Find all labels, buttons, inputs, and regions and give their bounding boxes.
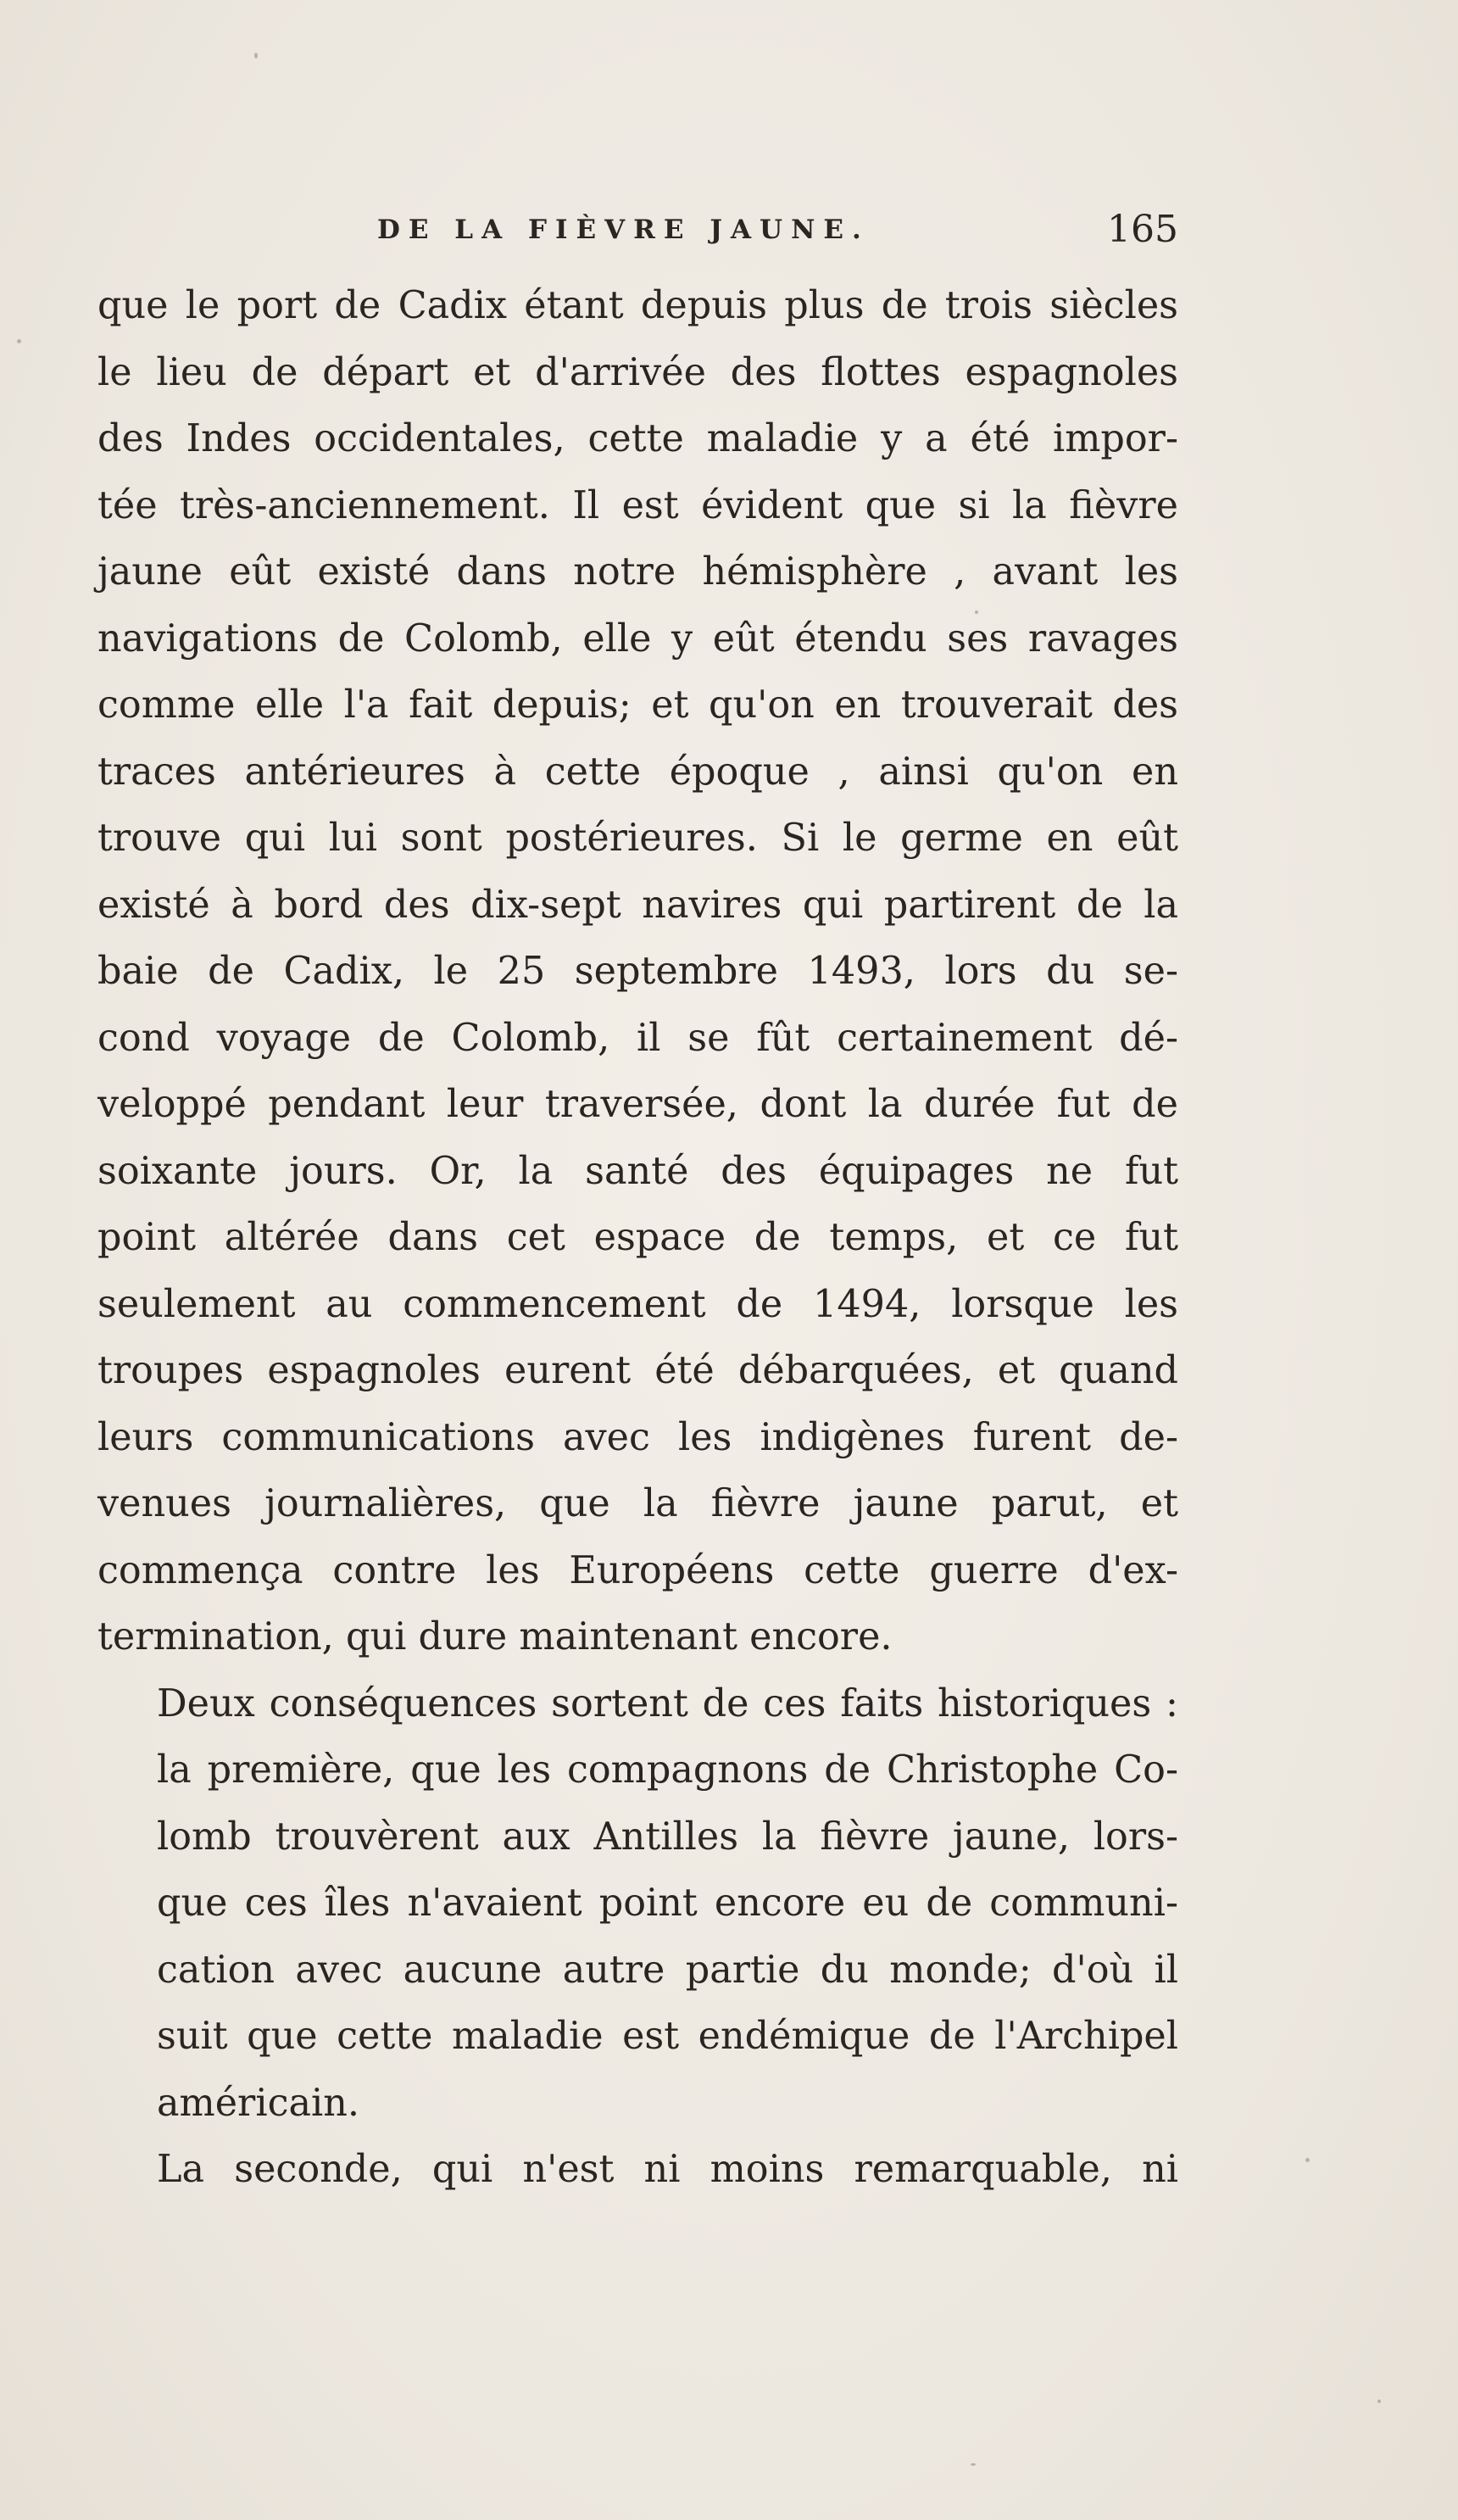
text-line: comme elle l'a fait depuis; et qu'on en trouverait des [97,683,1178,727]
paper-speck [17,339,21,343]
text-line: cond voyage de Colomb, il se fût certainement dé- [97,1016,1178,1060]
text-line: troupes espagnoles eurent été débarquées, et quand [97,1349,1178,1392]
paragraph-2 [97,1671,1178,2138]
text-line: seulement au commencement de 1494, lorsque les [97,1282,1178,1326]
paper-speck [975,610,978,614]
text-line: commença contre les Européens cette guerre d'ex- [97,1548,1178,1592]
text-line: le lieu de départ et d'arrivée des flottes espagnoles [97,350,1178,394]
paper-speck [971,2463,976,2466]
text-line: américain. [157,2081,360,2125]
text-line: suit que cette maladie est endémique de l'Archipel [157,2015,1178,2058]
text-line: que le port de Cadix étant depuis plus de trois siècles [97,284,1178,327]
text-line: termination, qui dure maintenant encore. [97,1615,893,1659]
paragraph-3 [97,2137,1178,2204]
text-line: Deux conséquences sortent de ces faits historiques : [157,1681,1178,1726]
text-line: soixante jours. Or, la santé des équipages ne fut [97,1149,1178,1193]
running-title: DE LA FIÈVRE JAUNE. [377,215,870,245]
text-line: la première, que les compagnons de Christophe Co- [157,1748,1178,1792]
text-line: que ces îles n'avaient point encore eu de communi- [157,1882,1178,1925]
text-line: navigations de Colomb, elle y eût étendu ses ravages [97,616,1178,661]
paper-speck [1377,2400,1381,2403]
page-header [97,208,1178,259]
paragraph-1 [97,273,1178,1671]
text-line: cation avec aucune autre partie du monde; d'où il [157,1948,1178,1992]
paper-speck [254,53,258,59]
text-line: des Indes occidentales, cette maladie y a été impor- [97,417,1178,460]
text-line: baie de Cadix, le 25 septembre 1493, lors du se- [97,950,1178,993]
paper-speck [1305,2158,1310,2162]
text-line: jaune eût existé dans notre hémisphère , avant les [97,550,1178,594]
page-number: 165 [1107,208,1178,251]
text-line: La seconde, qui n'est ni moins remarquable, ni [157,2148,1178,2191]
text-line: traces antérieures à cette époque , ainsi qu'on en [97,750,1178,794]
text-line: lomb trouvèrent aux Antilles la fièvre jaune, lors- [157,1815,1178,1859]
text-line: veloppé pendant leur traversée, dont la durée fut de [97,1083,1178,1126]
text-line: existé à bord des dix-sept navires qui partirent de la [97,883,1178,927]
text-line: venues journalières, que la fièvre jaune parut, et [97,1482,1178,1525]
text-line: tée très-anciennement. Il est évident que si la fièvre [97,483,1178,527]
text-line: point altérée dans cet espace de temps, et ce fut [97,1216,1178,1259]
text-line: trouve qui lui sont postérieures. Si le germe en eût [97,817,1178,860]
text-line: leurs communications avec les indigènes furent de- [97,1415,1178,1459]
body-text [97,273,1178,2204]
